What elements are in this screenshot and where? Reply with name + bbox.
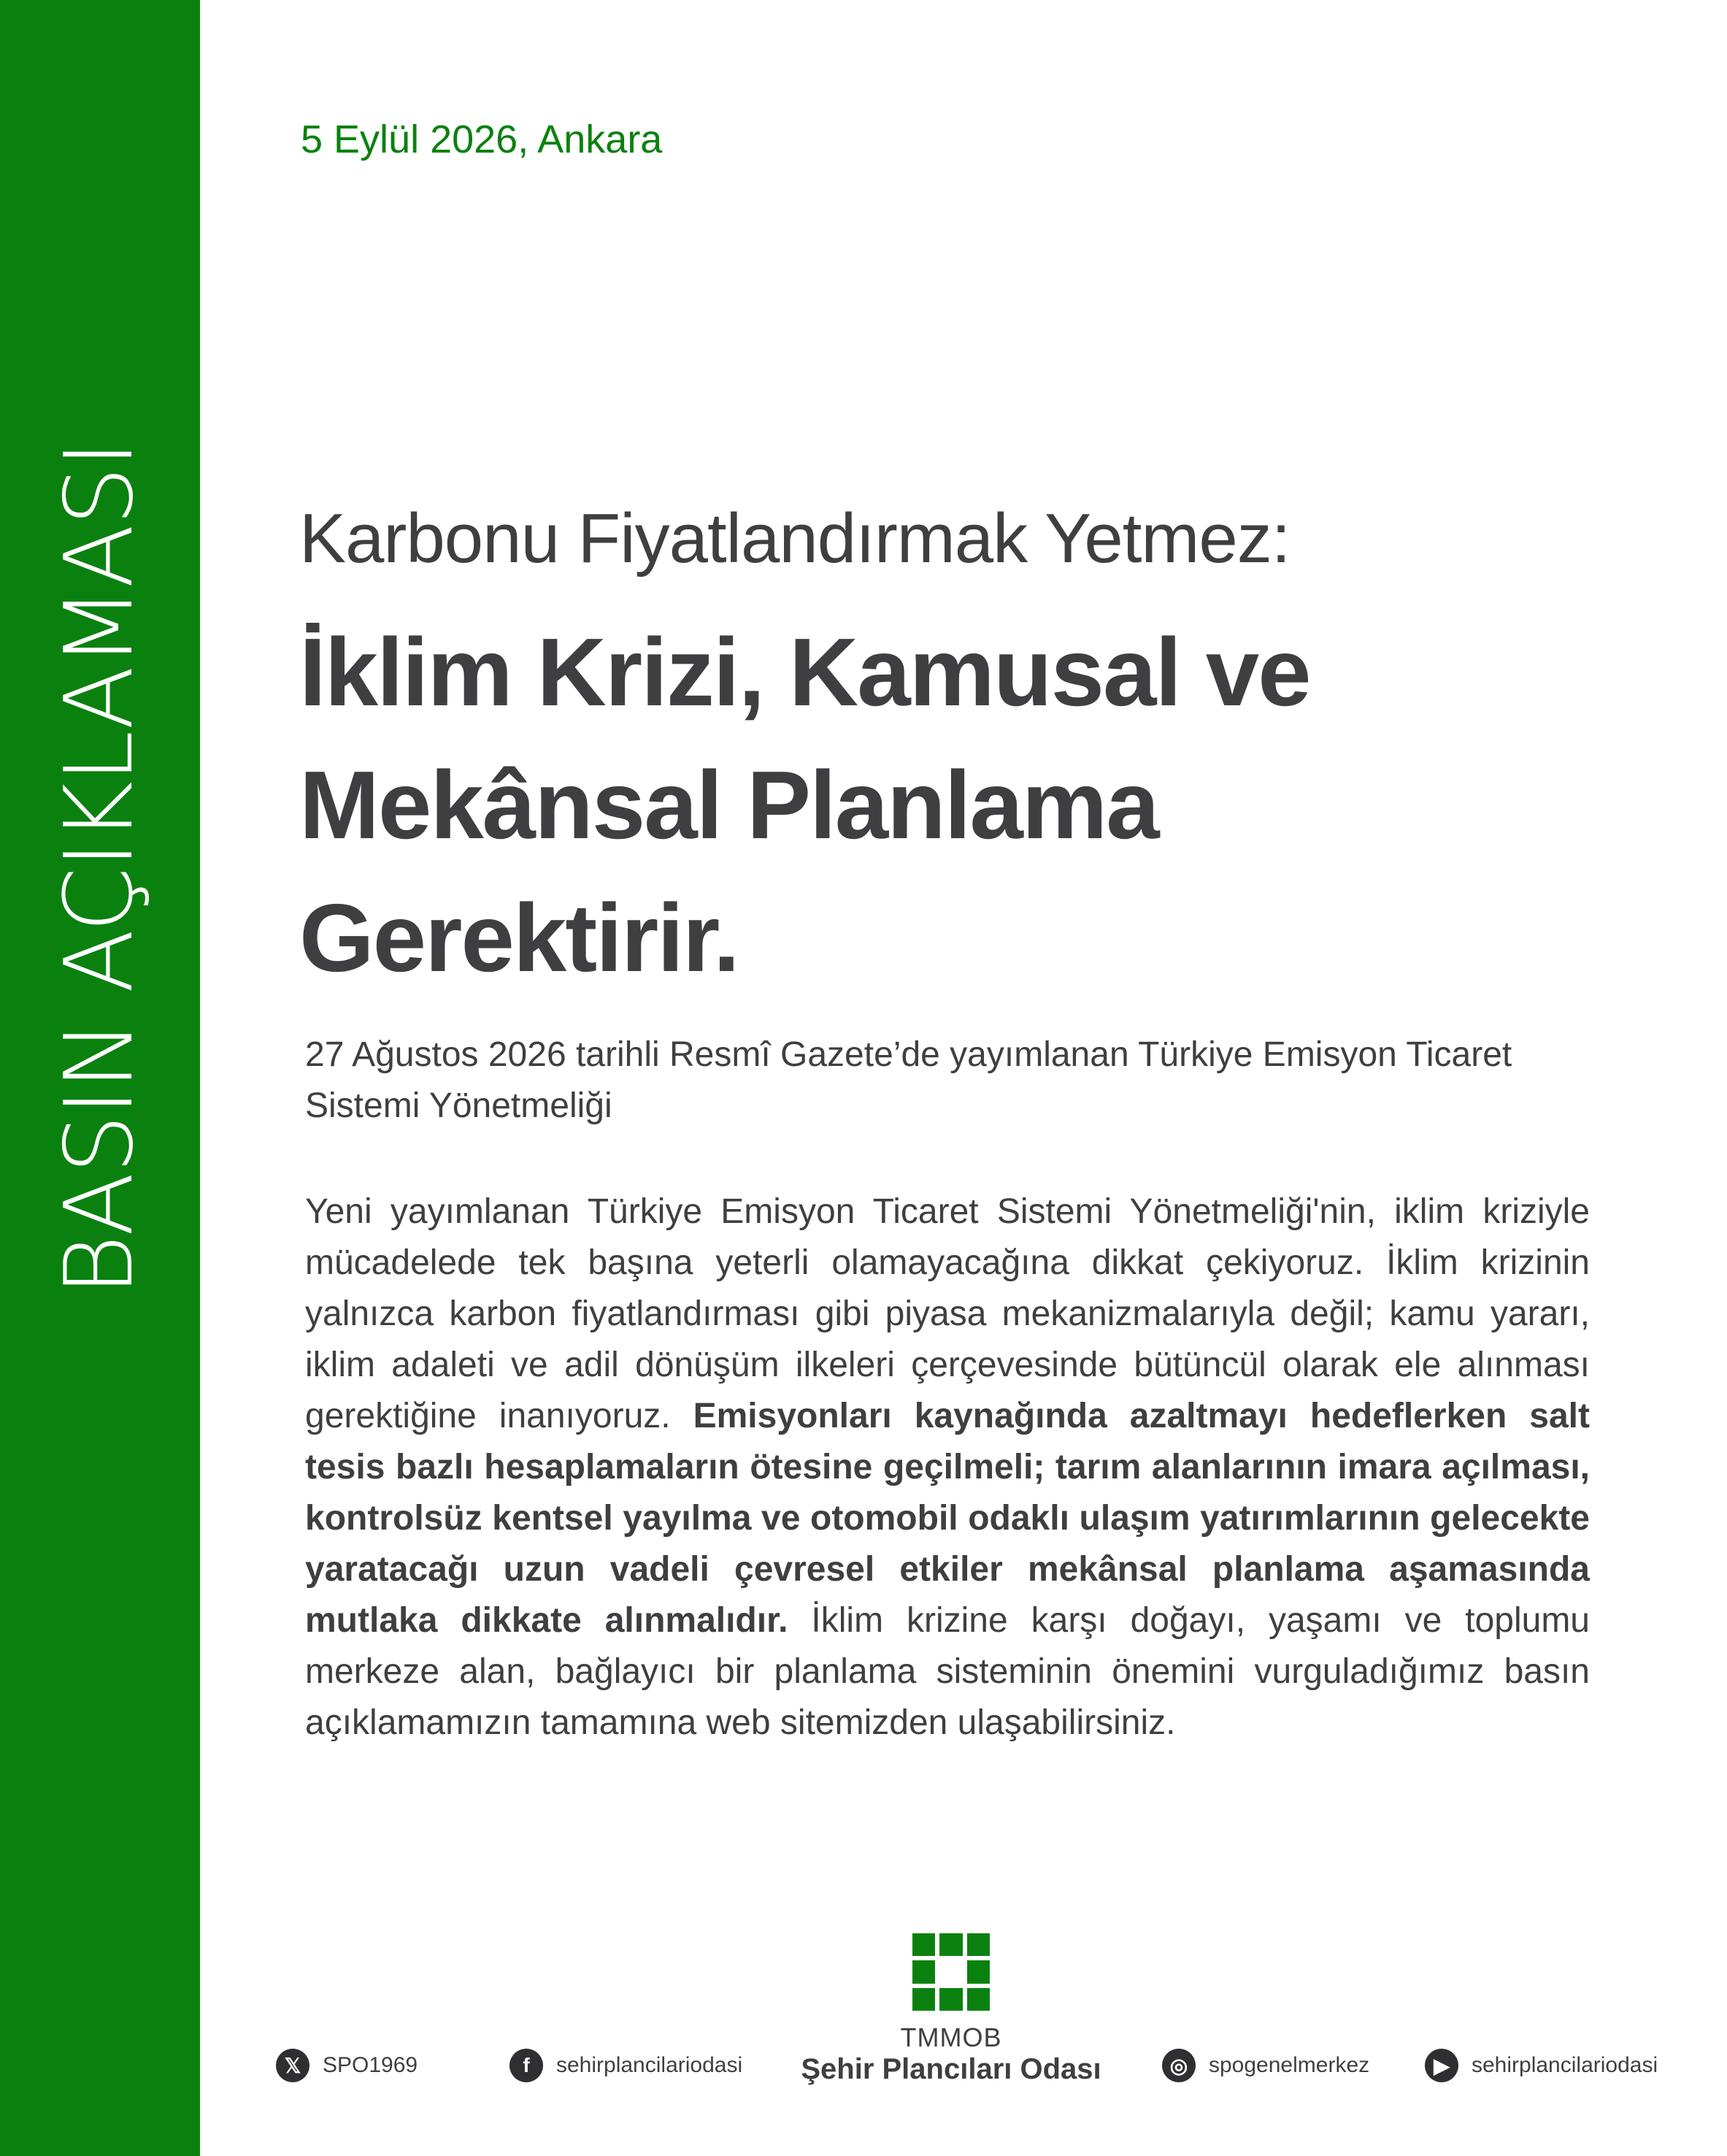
lead-paragraph: 27 Ağustos 2026 tarihli Resmî Gazete’de yayımlanan Türkiye Emisyon Ticaret Sistemi Yönetmeliği [305,1035,1512,1125]
headline-line-2: Mekânsal Planlama [299,751,1158,859]
body-text-closing: İklim krizine karşı doğayı, yaşamı ve toplumu merkeze alan, bağlayıcı bir planlama sisteminin önemini vurguladığımız basın açıklamamızın tamamına web sitemizden ulaşabilirsiniz. [305,1601,1591,1742]
social-facebook[interactable] [509,2049,742,2082]
social-handle-youtube: sehirplancilariodasi [1472,2053,1658,2077]
social-x[interactable] [276,2049,418,2082]
body-text-intro: Yeni yayımlanan Türkiye Emisyon Ticaret Sistemi Yönetmeliği'nin, iklim kriziyle mücadelede tek başına yeterli olamayacağına dikkat çekiyoruz. İklim krizinin yalnızca karbon fiyatlandırması gibi piyasa mekanizmalarıyla değil; kamu yararı, iklim adaleti ve adil dönüşüm ilkeleri çerçevesinde bütüncül olarak ele alınması gerektiğine inanıyoruz. [305,1192,1590,1435]
org-name: Şehir Plancıları Odası [801,2053,1101,2085]
social-handle-instagram: spogenelmerkez [1209,2053,1370,2077]
x-icon: 𝕏 [276,2049,309,2082]
facebook-icon: f [509,2049,543,2082]
social-handle-x: SPO1969 [323,2053,418,2077]
headline-line-1: İklim Krizi, Kamusal ve [299,618,1310,726]
date-location: 5 Eylül 2026, Ankara [301,118,663,161]
document-type-label: BASIN AÇIKLAMASI [45,442,154,1296]
body-text-emphasis: Emisyonları kaynağında azaltmayı hedeflerken salt tesis bazlı hesaplamaların ötesine geçilmeli; tarım alanlarının imara açılması, kontrolsüz kentsel yayılma ve otomobil odaklı ulaşım yatırımlarının gelecekte yaratacağı uzun vadeli çevresel etkiler mekânsal planlama aşamasında mutlaka dikkate alınmalıdır. [305,1397,1590,1640]
subtitle: Karbonu Fiyatlandırmak Yetmez: [299,499,1291,578]
social-youtube[interactable] [1425,2049,1658,2082]
org-abbreviation: TMMOB [900,2022,1002,2052]
spo-logo-icon [912,1933,990,2011]
instagram-icon: ◎ [1162,2049,1196,2082]
social-handle-facebook: sehirplancilariodasi [556,2053,743,2077]
headline-line-3: Gerektirir. [299,884,739,991]
social-instagram[interactable] [1162,2049,1369,2082]
headline [299,606,1613,1005]
body-paragraph [305,1186,1590,1749]
sidebar-band [0,0,200,2156]
youtube-icon: ▶ [1425,2049,1458,2082]
